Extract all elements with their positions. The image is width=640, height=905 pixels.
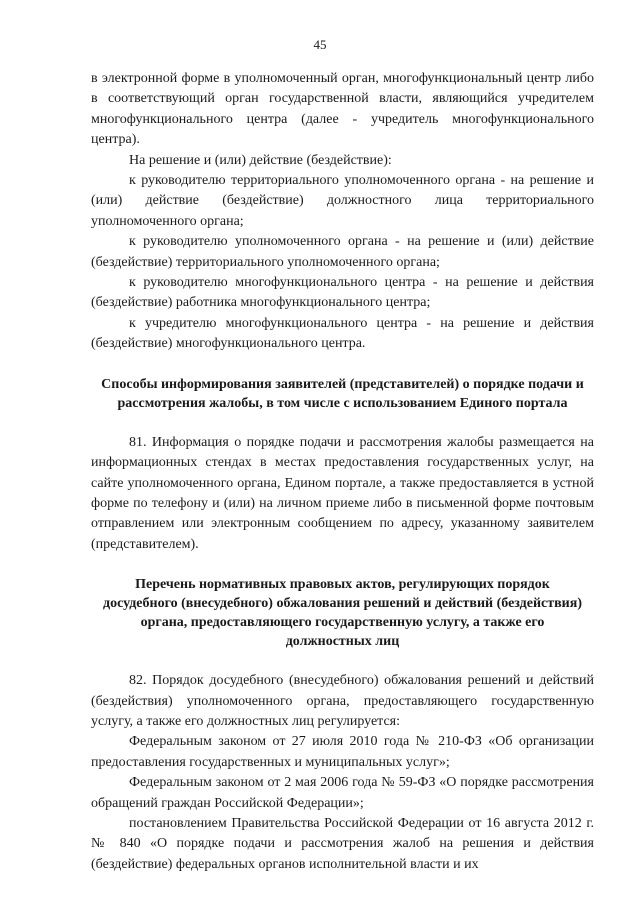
paragraph-law-59: Федеральным законом от 2 мая 2006 года № 59-ФЗ «О порядке рассмотрения обращений граждан Российской Федерации»; [91, 775, 594, 811]
paragraph-law-210: Федеральным законом от 27 июля 2010 года № 210-ФЗ «Об организации предоставления государственных и муниципальных услуг»; [91, 734, 594, 770]
paragraph-appeal-item: к руководителю многофункционального центра - на решение и действия (бездействие) работника многофункционального центра; [91, 275, 594, 311]
section-heading-informing: Способы информирования заявителей (представителей) о порядке подачи и рассмотрения жалобы, в том числе с использованием Единого портала [101, 376, 584, 411]
paragraph-appeal-item: к руководителю уполномоченного органа - на решение и (или) действие (бездействие) территориального уполномоченного органа; [91, 234, 594, 270]
paragraph-81: 81. Информация о порядке подачи и рассмотрения жалобы размещается на информационных стендах в местах предоставления государственных услуг, на сайте уполномоченного органа, Едином портале, а также предоставляется в устной форме по телефону и (или) на личном приеме либо в письменной форме почтовым отправлением или электронным сообщением по адресу, указанному заявителем (представителем). [91, 434, 594, 552]
section-heading-legal-acts: Перечень нормативных правовых актов, регулирующих порядок досудебного (внесудебного) обжалования решений и действий (бездействия) органа, предоставляющего государственную услугу, а также его должностных лиц [103, 577, 582, 650]
paragraph-appeal-intro: На решение и (или) действие (бездействие): [129, 152, 392, 168]
document-body [91, 69, 594, 875]
paragraph-continuation: в электронной форме в уполномоченный орган, многофункциональный центр либо в соответствующий орган государственной власти, являющийся учредителем многофункционального центра (далее - учредитель многофункционального центра). [91, 71, 594, 148]
paragraph-appeal-item: к учредителю многофункционального центра - на решение и действия (бездействие) многофункционального центра. [91, 315, 594, 352]
paragraph-appeal-item: к руководителю территориального уполномоченного органа - на решение и (или) действие (бездействие) должностного лица территориального уполномоченного органа; [91, 173, 594, 229]
page-number: 45 [313, 37, 327, 52]
paragraph-decree-840: постановлением Правительства Российской Федерации от 16 августа 2012 г. № 840 «О порядке подачи и рассмотрения жалоб на решения и действия (бездействие) федеральных органов исполнительной власти и их [91, 815, 594, 872]
paragraph-82: 82. Порядок досудебного (внесудебного) обжалования решений и действий (бездействия) уполномоченного органа, предоставляющего государственную услугу, а также его должностных лиц регулируется: [91, 673, 594, 729]
